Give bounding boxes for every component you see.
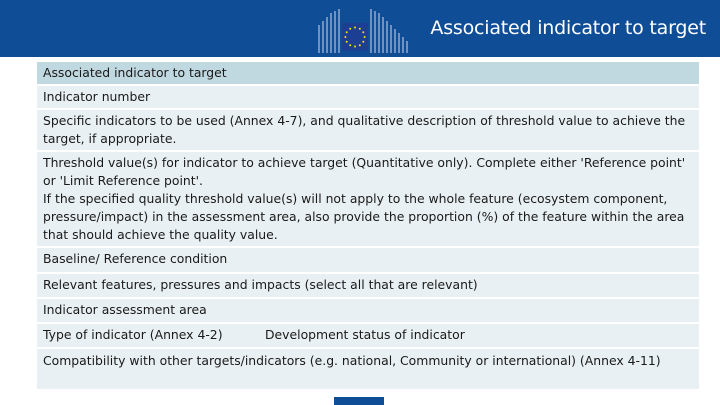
threshold-proportion-text: If the specified quality threshold value(s) will not apply to the whole feature (ecosystem component, pressure/impact) in the assessment area, also provide the proportion (%) of the feature within the area that should achieve the quality value. [43, 191, 685, 242]
threshold-text: Threshold value(s) for indicator to achieve target (Quantitative only). Complete either 'Reference point' or 'Limit Reference point'. [43, 155, 686, 188]
table-row-relevant-features: Relevant features, pressures and impacts (select all that are relevant) [37, 274, 699, 299]
eu-commission-logo-icon [310, 3, 420, 55]
table-row-threshold-values [37, 152, 699, 248]
table-row-indicator-number: Indicator number [37, 86, 699, 110]
table-row-indicator-type [37, 324, 699, 349]
development-status-label: Development status of indicator [265, 327, 465, 342]
table-row-assessment-area: Indicator assessment area [37, 299, 699, 324]
table-row-compatibility: Compatibility with other targets/indicators (e.g. national, Community or international) (Annex 4-11) [37, 349, 699, 391]
page-title: Associated indicator to target [430, 17, 706, 39]
table-heading-row: Associated indicator to target [37, 62, 699, 86]
table-row-baseline: Baseline/ Reference condition [37, 248, 699, 274]
footer-tab [334, 397, 384, 405]
table-row-specific-indicators: Specific indicators to be used (Annex 4-7), and qualitative description of threshold value to achieve the target, if appropriate. [37, 110, 699, 152]
indicator-table [37, 62, 699, 391]
header-bar [0, 0, 720, 57]
indicator-type-label: Type of indicator (Annex 4-2) [43, 327, 223, 342]
